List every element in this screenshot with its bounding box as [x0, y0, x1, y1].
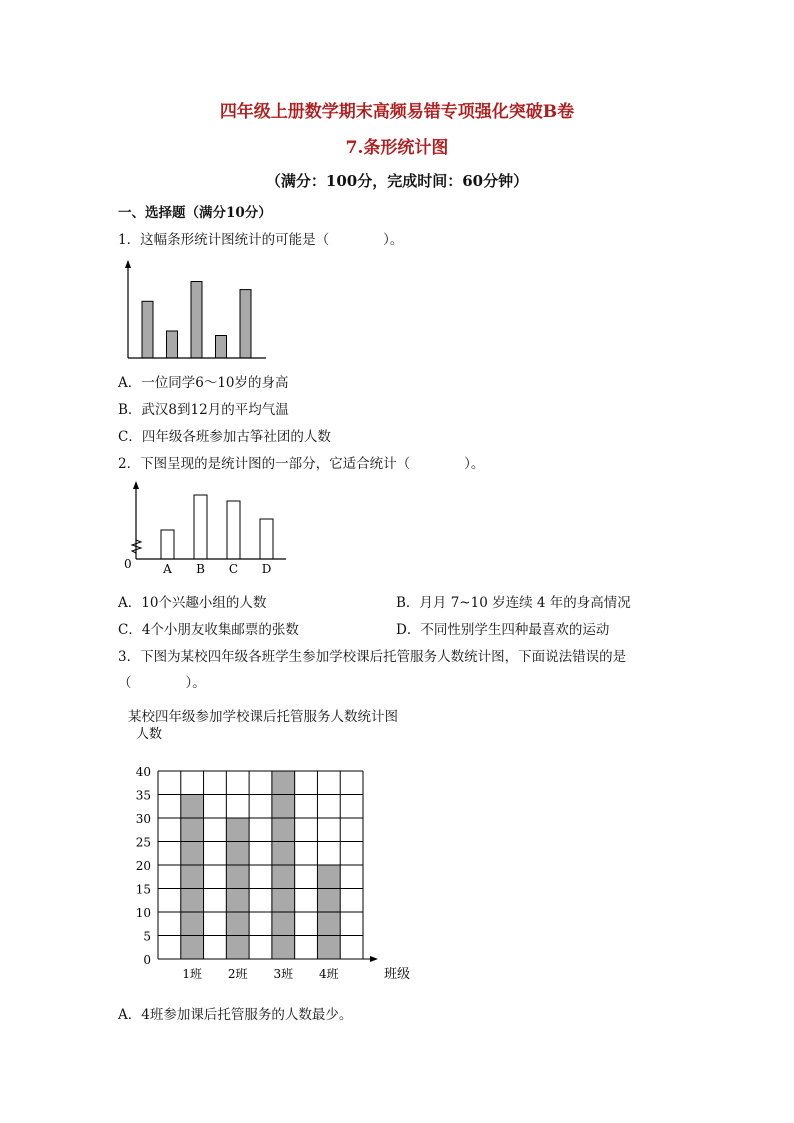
- q1-option-c: C．四年级各班参加古筝社团的人数: [118, 429, 331, 445]
- q3-x-axis-label: 班级: [384, 967, 411, 982]
- q1-option-a: A．一位同学6～10岁的身高: [118, 375, 289, 391]
- q3-y-tick-label: 5: [143, 929, 151, 944]
- q1-bar: [216, 336, 227, 359]
- q3-y-tick-label: 15: [135, 882, 151, 897]
- q3-y-tick-label: 20: [135, 859, 151, 873]
- q3-x-arrow: [370, 956, 378, 962]
- q2-option-c: C．4个小朋友收集邮票的张数: [118, 622, 299, 638]
- q2-category-label: C: [228, 562, 239, 576]
- q2-bar: [260, 519, 273, 559]
- q3-y-axis-label: 人数: [136, 727, 163, 742]
- question-1-stem: 1．这幅条形统计图统计的可能是（ ）。: [118, 232, 404, 248]
- q2-bar: [194, 495, 207, 559]
- q1-bar: [240, 290, 251, 358]
- q3-bar-chart: [118, 722, 428, 988]
- q2-bar: [227, 501, 240, 559]
- q2-option-a: A．10个兴趣小组的人数: [118, 595, 267, 611]
- document-title: 四年级上册数学期末高频易错专项强化突破B卷: [219, 102, 575, 122]
- q3-bar: [181, 795, 204, 960]
- q2-bar: [161, 530, 174, 559]
- q3-y-tick-label: 0: [143, 953, 151, 967]
- q3-y-tick-label: 25: [135, 835, 151, 850]
- q1-bar-chart: [118, 255, 278, 365]
- q2-bar-chart: [118, 478, 298, 578]
- question-3-stem-line2: （ ）。: [118, 675, 206, 691]
- score-info: （满分：100分，完成时间：60分钟）: [265, 172, 529, 190]
- q2-category-label: B: [196, 562, 205, 576]
- question-3-stem-line1: 3．下图为某校四年级各班学生参加学校课后托管服务人数统计图，下面说法错误的是: [118, 649, 627, 665]
- q1-bar: [142, 301, 153, 358]
- q3-x-tick-label: 3班: [273, 967, 294, 981]
- q2-origin-label: 0: [124, 557, 132, 571]
- q1-bar: [167, 331, 178, 358]
- q3-y-tick-label: 10: [135, 906, 151, 920]
- q3-x-tick-label: 1班: [182, 967, 202, 981]
- q3-y-tick-label: 30: [135, 812, 151, 826]
- q2-category-label: A: [163, 562, 172, 576]
- q2-y-arrow: [133, 481, 139, 489]
- document-subtitle: 7.条形统计图: [345, 138, 449, 158]
- q2-category-label: D: [261, 562, 272, 576]
- q2-option-d: D．不同性别学生四种最喜欢的运动: [396, 622, 610, 638]
- q3-x-tick-label: 4班: [319, 967, 339, 981]
- q3-x-tick-label: 2班: [227, 967, 248, 981]
- q3-option-a: A．4班参加课后托管服务的人数最少。: [118, 1007, 353, 1023]
- q3-y-tick-label: 35: [135, 788, 151, 803]
- question-2-stem: 2．下图呈现的是统计图的一部分，它适合统计（ ）。: [118, 456, 485, 472]
- q3-y-tick-label: 40: [135, 765, 151, 779]
- section-heading: 一、选择题（满分10分）: [118, 205, 272, 221]
- q2-option-b: B．月月 7~10 岁连续 4 年的身高情况: [396, 595, 631, 611]
- q1-bar: [191, 282, 202, 359]
- q1-option-b: B．武汉8到12月的平均气温: [118, 402, 289, 418]
- q3-chart-title: 某校四年级参加学校课后托管服务人数统计图: [128, 709, 398, 725]
- q1-y-arrow: [125, 260, 131, 268]
